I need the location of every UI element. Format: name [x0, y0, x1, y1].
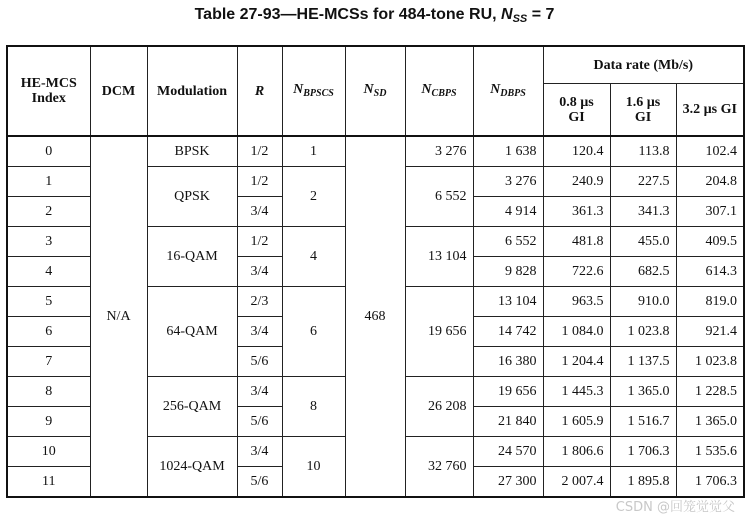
cell-index: 9 — [7, 407, 90, 437]
cell-gi08: 722.6 — [543, 257, 610, 287]
cell-gi08: 481.8 — [543, 227, 610, 257]
cell-gi16: 341.3 — [610, 197, 676, 227]
header-gi-08: 0.8 µs GI — [543, 84, 610, 137]
cell-gi32: 1 023.8 — [676, 347, 744, 377]
cell-ndbps: 9 828 — [473, 257, 543, 287]
cell-gi32: 1 706.3 — [676, 467, 744, 498]
cell-ndbps: 24 570 — [473, 437, 543, 467]
header-he-mcs-index: HE-MCS Index — [7, 46, 90, 136]
cell-dcm: N/A — [90, 136, 147, 497]
cell-nbpscs: 6 — [282, 287, 345, 377]
table-row — [7, 136, 744, 167]
header-data-rate: Data rate (Mb/s) — [543, 46, 744, 84]
cell-r: 3/4 — [237, 317, 282, 347]
cell-r: 3/4 — [237, 257, 282, 287]
cell-ndbps: 21 840 — [473, 407, 543, 437]
cell-gi16: 1 706.3 — [610, 437, 676, 467]
cell-gi16: 1 516.7 — [610, 407, 676, 437]
cell-modulation: BPSK — [147, 136, 237, 167]
watermark: CSDN @回笼觉觉父 — [615, 500, 735, 515]
cell-index: 1 — [7, 167, 90, 197]
cell-ncbps: 3 276 — [405, 136, 473, 167]
cell-gi32: 1 228.5 — [676, 377, 744, 407]
cell-gi32: 409.5 — [676, 227, 744, 257]
cell-index: 8 — [7, 377, 90, 407]
cell-ndbps: 16 380 — [473, 347, 543, 377]
cell-modulation: 1024-QAM — [147, 437, 237, 498]
cell-ncbps: 19 656 — [405, 287, 473, 377]
cell-ndbps: 1 638 — [473, 136, 543, 167]
cell-r: 3/4 — [237, 197, 282, 227]
cell-nbpscs: 10 — [282, 437, 345, 498]
cell-ncbps: 6 552 — [405, 167, 473, 227]
cell-modulation: QPSK — [147, 167, 237, 227]
cell-modulation: 64-QAM — [147, 287, 237, 377]
cell-ndbps: 6 552 — [473, 227, 543, 257]
cell-index: 0 — [7, 136, 90, 167]
cell-r: 2/3 — [237, 287, 282, 317]
cell-index: 11 — [7, 467, 90, 498]
cell-r: 5/6 — [237, 407, 282, 437]
header-gi-16: 1.6 µs GI — [610, 84, 676, 137]
cell-nbpscs: 1 — [282, 136, 345, 167]
header-nbpscs: $N_{BPSCS}$ — [282, 46, 345, 136]
cell-gi08: 1 806.6 — [543, 437, 610, 467]
cell-gi08: 963.5 — [543, 287, 610, 317]
cell-r: 1/2 — [237, 227, 282, 257]
cell-gi32: 921.4 — [676, 317, 744, 347]
cell-modulation: 16-QAM — [147, 227, 237, 287]
cell-index: 6 — [7, 317, 90, 347]
cell-index: 2 — [7, 197, 90, 227]
cell-gi16: 1 895.8 — [610, 467, 676, 498]
cell-modulation: 256-QAM — [147, 377, 237, 437]
cell-ndbps: 13 104 — [473, 287, 543, 317]
cell-gi08: 2 007.4 — [543, 467, 610, 498]
cell-gi16: 455.0 — [610, 227, 676, 257]
he-mcs-table — [6, 45, 745, 498]
cell-ndbps: 14 742 — [473, 317, 543, 347]
cell-ncbps: 13 104 — [405, 227, 473, 287]
cell-index: 5 — [7, 287, 90, 317]
cell-r: 1/2 — [237, 136, 282, 167]
cell-ndbps: 4 914 — [473, 197, 543, 227]
cell-gi16: 1 023.8 — [610, 317, 676, 347]
cell-nsd: 468 — [345, 136, 405, 497]
cell-index: 7 — [7, 347, 90, 377]
cell-gi32: 1 365.0 — [676, 407, 744, 437]
cell-gi32: 102.4 — [676, 136, 744, 167]
cell-gi08: 1 204.4 — [543, 347, 610, 377]
cell-gi32: 204.8 — [676, 167, 744, 197]
cell-r: 5/6 — [237, 347, 282, 377]
cell-gi08: 361.3 — [543, 197, 610, 227]
cell-gi32: 1 535.6 — [676, 437, 744, 467]
cell-gi08: 1 445.3 — [543, 377, 610, 407]
cell-gi16: 910.0 — [610, 287, 676, 317]
cell-gi16: 227.5 — [610, 167, 676, 197]
cell-gi32: 819.0 — [676, 287, 744, 317]
cell-r: 5/6 — [237, 467, 282, 498]
cell-gi08: 120.4 — [543, 136, 610, 167]
cell-index: 3 — [7, 227, 90, 257]
cell-gi16: 1 365.0 — [610, 377, 676, 407]
cell-r: 1/2 — [237, 167, 282, 197]
cell-ndbps: 19 656 — [473, 377, 543, 407]
cell-index: 10 — [7, 437, 90, 467]
cell-nbpscs: 8 — [282, 377, 345, 437]
cell-r: 3/4 — [237, 437, 282, 467]
table-title: Table 27-93—HE-MCSs for 484-tone RU, $N_{SS} = 7$ — [194, 6, 555, 25]
cell-nbpscs: 2 — [282, 167, 345, 227]
cell-gi16: 682.5 — [610, 257, 676, 287]
cell-index: 4 — [7, 257, 90, 287]
cell-gi16: 113.8 — [610, 136, 676, 167]
cell-ncbps: 32 760 — [405, 437, 473, 498]
cell-ndbps: 3 276 — [473, 167, 543, 197]
cell-r: 3/4 — [237, 377, 282, 407]
header-ndbps: $N_{DBPS}$ — [473, 46, 543, 136]
cell-gi16: 1 137.5 — [610, 347, 676, 377]
cell-gi08: 1 084.0 — [543, 317, 610, 347]
cell-gi08: 1 605.9 — [543, 407, 610, 437]
cell-gi32: 614.3 — [676, 257, 744, 287]
header-gi-32: 3.2 µs GI — [676, 84, 744, 137]
cell-gi08: 240.9 — [543, 167, 610, 197]
header-r: R — [237, 46, 282, 136]
header-nsd: $N_{SD}$ — [345, 46, 405, 136]
cell-ndbps: 27 300 — [473, 467, 543, 498]
cell-gi32: 307.1 — [676, 197, 744, 227]
cell-ncbps: 26 208 — [405, 377, 473, 437]
header-modulation: Modulation — [147, 46, 237, 136]
cell-nbpscs: 4 — [282, 227, 345, 287]
header-ncbps: $N_{CBPS}$ — [405, 46, 473, 136]
header-dcm: DCM — [90, 46, 147, 136]
